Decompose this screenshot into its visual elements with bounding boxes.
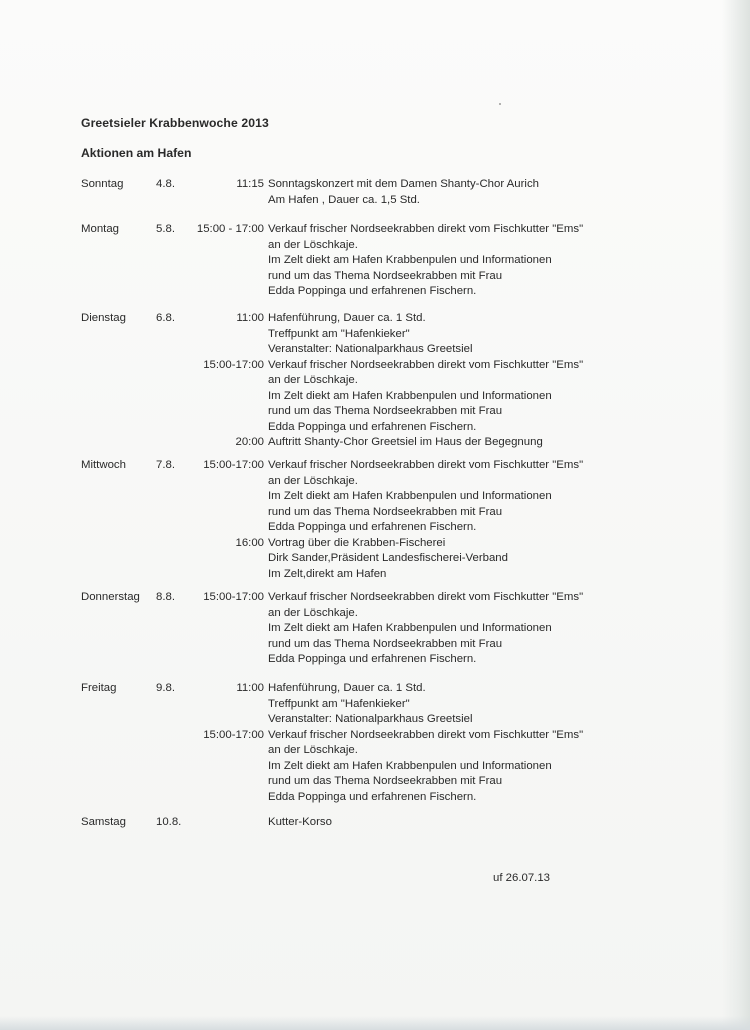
entry-description: [268, 177, 539, 208]
document-title: Greetsieler Krabbenwoche 2013: [81, 116, 269, 130]
entry-line: Edda Poppinga und erfahrenen Fischern.: [268, 420, 477, 433]
day-name: Samstag: [81, 816, 126, 828]
entry-line: Veranstalter: Nationalparkhaus Greetsiel: [268, 713, 473, 725]
entry-line: an der Löschkaje.: [268, 374, 358, 386]
entry-description: [268, 590, 583, 668]
entry-line: Im Zelt diekt am Hafen Krabbenpulen und Informationen: [268, 490, 552, 502]
day-name: Mittwoch: [81, 459, 126, 471]
scan-edge-shadow-right: [722, 0, 750, 1030]
entry-line: rund um das Thema Nordseekrabben mit Frau: [268, 637, 503, 650]
entry-line: Im Zelt diekt am Hafen Krabbenpulen und Informationen: [268, 622, 552, 634]
entry-line: an der Löschkaje.: [268, 238, 358, 251]
entry-description: [268, 311, 473, 358]
entry-description: [268, 681, 473, 728]
entry-line: Verkauf frischer Nordseekrabben direkt vom Fischkutter "Ems": [268, 459, 584, 471]
day-date: 9.8.: [156, 682, 175, 694]
entry-description: [268, 435, 543, 451]
entry-time: 15:00-17:00: [203, 591, 264, 603]
entry-line: Vortrag über die Krabben-Fischerei: [268, 536, 446, 549]
day-date: 5.8.: [156, 223, 175, 235]
entry-time: 15:00-17:00: [203, 459, 264, 471]
entry-line: Auftritt Shanty-Chor Greetsiel im Haus der Begegnung: [268, 436, 543, 448]
entry-line: Verkauf frischer Nordseekrabben direkt vom Fischkutter "Ems": [268, 223, 584, 235]
entry-time: 15:00-17:00: [203, 358, 264, 371]
entry-line: an der Löschkaje.: [268, 744, 358, 756]
day-date: 4.8.: [156, 178, 175, 190]
day-date: 6.8.: [156, 312, 175, 324]
entry-line: Kutter-Korso: [268, 816, 332, 828]
day-date: 7.8.: [156, 459, 175, 471]
entry-line: Edda Poppinga und erfahrenen Fischern.: [268, 285, 477, 297]
entry-line: Edda Poppinga und erfahrenen Fischern.: [268, 521, 477, 533]
entry-line: Edda Poppinga und erfahrenen Fischern.: [268, 790, 477, 803]
entry-line: Verkauf frischer Nordseekrabben direkt vom Fischkutter "Ems": [268, 728, 584, 741]
entry-line: rund um das Thema Nordseekrabben mit Frau: [268, 405, 503, 417]
entry-description: [268, 358, 583, 436]
entry-line: Im Zelt diekt am Hafen Krabbenpulen und Informationen: [268, 759, 552, 772]
entry-line: Edda Poppinga und erfahrenen Fischern.: [268, 653, 477, 665]
day-name: Sonntag: [81, 178, 124, 190]
day-date: 10.8.: [156, 816, 182, 828]
entry-time: 11:00: [236, 312, 264, 324]
entry-line: Treffpunkt am "Hafenkieker": [268, 697, 410, 710]
entry-line: rund um das Thema Nordseekrabben mit Frau: [268, 775, 503, 787]
scan-speck: [499, 103, 501, 105]
entry-line: rund um das Thema Nordseekrabben mit Frau: [268, 269, 503, 282]
entry-line: Sonntagskonzert mit dem Damen Shanty-Chor Aurich: [268, 178, 539, 190]
entry-line: Im Zelt diekt am Hafen Krabbenpulen und Informationen: [268, 254, 552, 266]
entry-line: Verkauf frischer Nordseekrabben direkt vom Fischkutter "Ems": [268, 591, 584, 603]
entry-time: 11:00: [236, 682, 264, 694]
entry-description: [268, 458, 583, 536]
entry-line: Treffpunkt am "Hafenkieker": [268, 327, 410, 340]
entry-line: Hafenführung, Dauer ca. 1 Std.: [268, 312, 426, 324]
day-date: 8.8.: [156, 591, 175, 603]
entry-line: Im Zelt,direkt am Hafen: [268, 567, 387, 580]
entry-line: Am Hafen , Dauer ca. 1,5 Std.: [268, 193, 420, 206]
day-name: Montag: [81, 223, 119, 235]
entry-line: Verkauf frischer Nordseekrabben direkt vom Fischkutter "Ems": [268, 358, 584, 371]
entry-line: an der Löschkaje.: [268, 606, 358, 619]
entry-description: [268, 222, 583, 300]
entry-description: [268, 815, 332, 831]
entry-time: 15:00 - 17:00: [196, 223, 264, 235]
entry-time: 16:00: [235, 536, 264, 549]
scan-edge-shadow-bottom: [0, 1016, 750, 1030]
entry-description: [268, 728, 583, 806]
day-name: Donnerstag: [81, 591, 140, 603]
entry-time: 11:15: [236, 178, 264, 190]
document-footer-date: uf 26.07.13: [493, 872, 551, 884]
entry-line: Im Zelt diekt am Hafen Krabbenpulen und Informationen: [268, 389, 552, 402]
entry-time: 15:00-17:00: [203, 728, 264, 741]
entry-line: Veranstalter: Nationalparkhaus Greetsiel: [268, 343, 473, 355]
entry-line: Hafenführung, Dauer ca. 1 Std.: [268, 682, 426, 694]
document-subtitle: Aktionen am Hafen: [81, 146, 192, 160]
entry-line: rund um das Thema Nordseekrabben mit Frau: [268, 505, 503, 518]
day-name: Dienstag: [81, 312, 126, 324]
day-name: Freitag: [81, 682, 117, 694]
entry-line: Dirk Sander,Präsident Landesfischerei-Verband: [268, 552, 508, 564]
entry-description: [268, 536, 508, 583]
entry-time: 20:00: [235, 436, 264, 448]
entry-line: an der Löschkaje.: [268, 474, 358, 487]
